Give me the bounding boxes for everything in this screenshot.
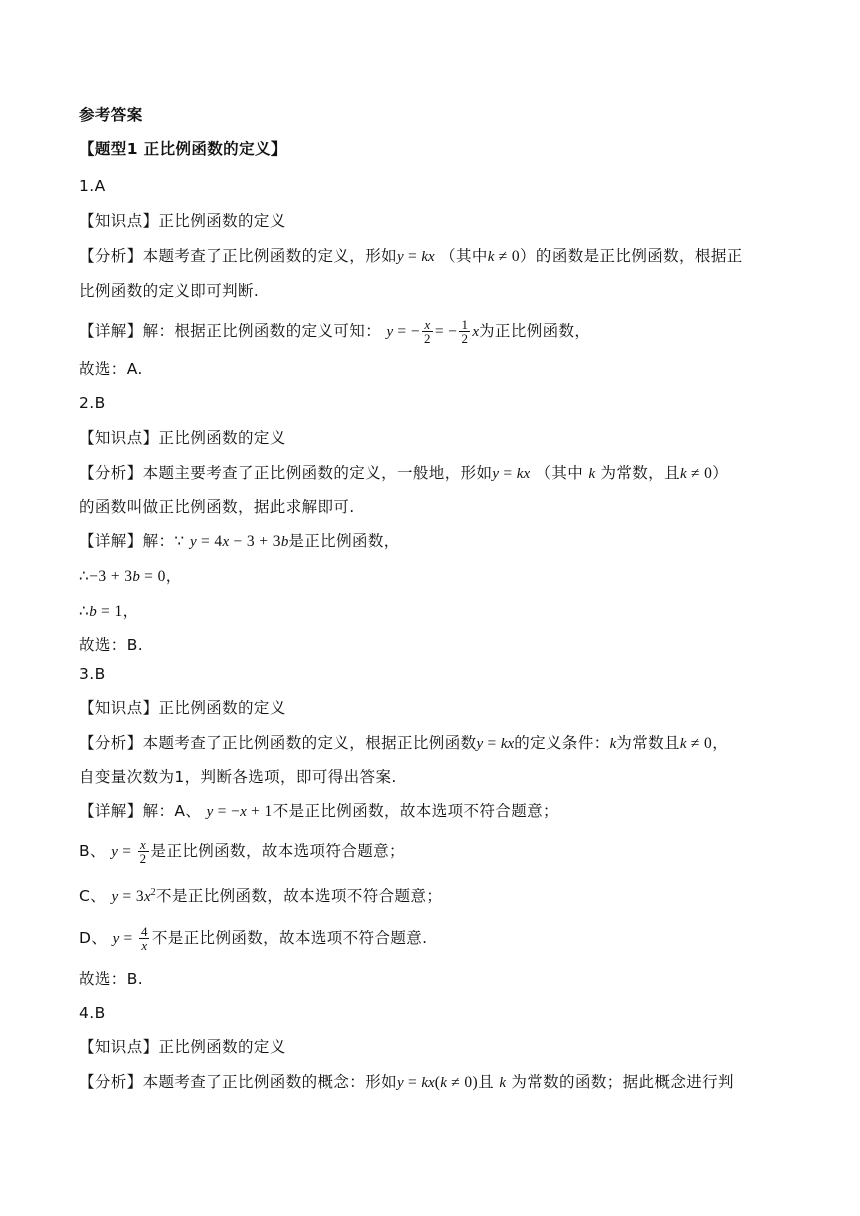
section-heading: 【题型1 正比例函数的定义】 — [79, 140, 287, 158]
q1-answer: 1.A — [79, 177, 106, 195]
q3-option-c: C、 $y = 3x^2$不是正比例函数，故本选项不符合题意； — [79, 887, 443, 906]
q3-analysis-line1: 【分析】本题考查了正比例函数的定义，根据正比例函数y = kx的定义条件：k为常数且k ≠ 0， — [79, 734, 729, 752]
q1-knowledge-line: 【知识点】正比例函数的定义 — [79, 212, 286, 230]
q1-choice: 故选：A. — [79, 360, 143, 378]
q2-detail-line: 【详解】解：∵ y = 4x − 3 + 3b是正比例函数， — [79, 532, 400, 550]
q1-detail-line: 【详解】解：根据正比例函数的定义可知： y = − $\frac{x}{2}$ = − $\frac{1}{2}$ x为正比例函数， — [79, 317, 591, 346]
q2-step2: ∴b = 1， — [79, 602, 139, 620]
q2-analysis-line1: 【分析】本题主要考查了正比例函数的定义，一般地，形如y = kx （其中 k 为常数，且k ≠ 0） — [79, 464, 729, 482]
q3-detail-line: 【详解】解：A、 y = −x + 1不是正比例函数，故本选项不符合题意； — [79, 802, 559, 820]
q1-analysis-line1: 【分析】本题考查了正比例函数的定义，形如y = kx （其中k ≠ 0）的函数是正比例函数，根据正 — [79, 247, 743, 265]
q3-option-b: B、 y = $\frac{x}{2}$ 是正比例函数，故本选项符合题意； — [79, 837, 405, 866]
q3-option-d: D、 y = $\frac{4}{x}$ 不是正比例函数，故本选项不符合题意. — [79, 924, 428, 953]
q2-analysis-line2: 的函数叫做正比例函数，据此求解即可. — [79, 498, 355, 516]
q3-answer: 3.B — [79, 665, 106, 683]
q4-knowledge-line: 【知识点】正比例函数的定义 — [79, 1038, 286, 1056]
q2-knowledge-line: 【知识点】正比例函数的定义 — [79, 429, 286, 447]
q1-analysis-line2: 比例函数的定义即可判断. — [79, 282, 260, 300]
q2-answer: 2.B — [79, 394, 106, 412]
q4-analysis-line1: 【分析】本题考查了正比例函数的概念：形如y = kx(k ≠ 0)且 k 为常数的函数；据此概念进行判 — [79, 1073, 734, 1091]
q3-knowledge-line: 【知识点】正比例函数的定义 — [79, 699, 286, 717]
q3-analysis-line2: 自变量次数为1，判断各选项，即可得出答案. — [79, 768, 397, 786]
answers-title: 参考答案 — [79, 106, 143, 124]
q4-answer: 4.B — [79, 1004, 106, 1022]
q3-choice: 故选：B. — [79, 970, 144, 988]
q2-choice: 故选：B. — [79, 636, 144, 654]
q2-step1: ∴−3 + 3b = 0， — [79, 567, 182, 585]
